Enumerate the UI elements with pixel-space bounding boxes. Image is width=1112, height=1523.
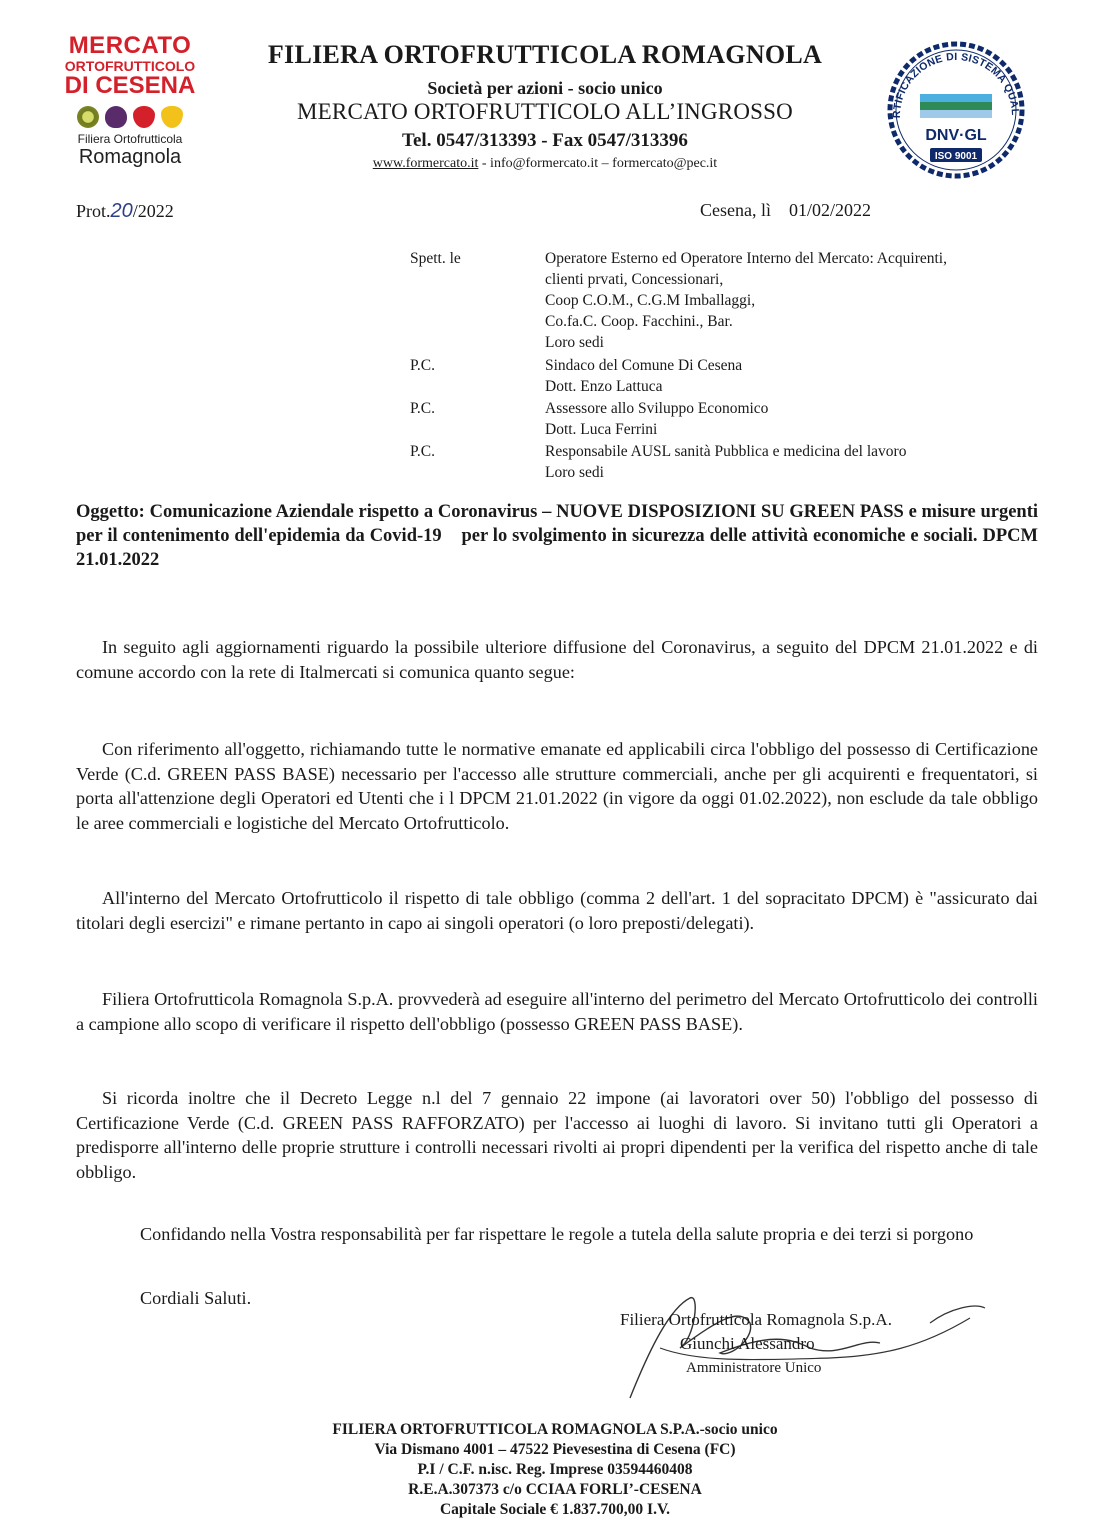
subject-line: Oggetto: Comunicazione Aziendale rispetto a Coronavirus – NUOVE DISPOSIZIONI SU GREEN PASS e misure urgenti per il contenimento dell'epidemia da Covid-19 per lo svolgimento in sicurezza delle attività economiche e sociali. DPCM 21.01.2022 bbox=[76, 502, 1043, 570]
closing-greeting: Cordiali Saluti. bbox=[140, 1288, 252, 1308]
recipient-line: Co.fa.C. Coop. Facchini., Bar. bbox=[545, 313, 733, 330]
body-paragraph-4 bbox=[76, 987, 1038, 1036]
body-paragraph-5 bbox=[76, 1086, 1038, 1184]
kiwi-icon bbox=[77, 106, 99, 128]
signature-block bbox=[620, 1308, 1000, 1380]
recipient-line: clienti prvati, Concessionari, bbox=[545, 271, 724, 288]
recipient-line: Dott. Enzo Lattuca bbox=[545, 378, 663, 395]
footer bbox=[200, 1420, 910, 1520]
logo-subtitle-2: Romagnola bbox=[78, 146, 182, 168]
paragraph-text: Filiera Ortofrutticola Romagnola S.p.A. provvederà ad eseguire all'interno del perimetro del Mercato Ortofrutticolo dei controlli a campione allo scopo di verificare il rispetto dell'obbligo (possesso GREEN PASS BASE). bbox=[76, 989, 1038, 1034]
pear-icon bbox=[161, 106, 183, 128]
website-link[interactable]: www.formercato.it bbox=[372, 156, 479, 171]
recipient-line: Operatore Esterno ed Operatore Interno del Mercato: Acquirenti, bbox=[545, 250, 947, 267]
recipient-line: Responsabile AUSL sanità Pubblica e medicina del lavoro bbox=[545, 443, 907, 460]
signature-company: Filiera Ortofrutticola Romagnola S.p.A. bbox=[620, 1310, 892, 1329]
recipient-line: Loro sedi bbox=[545, 464, 604, 481]
footer-line-1: FILIERA ORTOFRUTTICOLA ROMAGNOLA S.P.A.-socio unico bbox=[332, 1421, 778, 1438]
paragraph-text: All'interno del Mercato Ortofrutticolo il rispetto di tale obbligo (comma 2 dell'art. 1 del sopracitato DPCM) è "assicurato dai titolari degli esercizi" e rimane pertanto in capo ai singoli operatori (o loro preposti/delegati). bbox=[76, 888, 1038, 933]
plum-icon bbox=[105, 106, 127, 128]
company-name: FILIERA ORTOFRUTTICOLA ROMAGNOLA bbox=[267, 40, 823, 69]
recipient-label: P.C. bbox=[410, 443, 435, 460]
recipient-block bbox=[545, 441, 1045, 483]
signature-role: Amministratore Unico bbox=[686, 1360, 822, 1376]
recipient-label: P.C. bbox=[410, 400, 435, 417]
recipient-label: P.C. bbox=[410, 357, 435, 374]
footer-line-3: P.I / C.F. n.isc. Reg. Imprese 03594460408 bbox=[417, 1461, 693, 1478]
prot-number: 20 bbox=[110, 200, 133, 222]
body-paragraph-1 bbox=[76, 635, 1038, 684]
certification-badge bbox=[882, 36, 1030, 184]
paragraph-text: Confidando nella Vostra responsabilità per far rispettare le regole a tutela della salute propria e dei terzi si porgono bbox=[140, 1224, 974, 1244]
recipient-block bbox=[545, 355, 1045, 397]
body-paragraph-3 bbox=[76, 886, 1038, 935]
body-paragraph-2 bbox=[76, 737, 1038, 835]
contacts-line bbox=[215, 156, 875, 172]
recipient-line: Coop C.O.M., C.G.M Imballaggi, bbox=[545, 292, 756, 309]
phone-fax: Tel. 0547/313393 - Fax 0547/313396 bbox=[402, 130, 688, 151]
paragraph-text: Si ricorda inoltre che il Decreto Legge n.l del 7 gennaio 22 impone (ai lavoratori over 50) l'obbligo del possesso di Certificazione Verde (C.d. GREEN PASS RAFFORZATO) per l'accesso ai luoghi di lavoro. Si invitano tutti gli Operatori a predisporre all'interno delle proprie strutture i controlli necessari rivolti ai propri dipendenti per la verifica del rispetto anche di tale obbligo. bbox=[76, 1088, 1038, 1182]
logo-line-3: DI CESENA bbox=[64, 72, 196, 99]
footer-line-2: Via Dismano 4001 – 47522 Pievesestina di Cesena (FC) bbox=[374, 1441, 736, 1458]
company-type: Società per azioni - socio unico bbox=[427, 78, 663, 98]
protocol-number bbox=[76, 200, 174, 223]
badge-arc-text: RTIFICAZIONE DI SISTEMA QUAL bbox=[890, 50, 1022, 119]
market-name: MERCATO ORTOFRUTTICOLO ALL’INGROSSO bbox=[297, 99, 793, 124]
logo-line-1: MERCATO bbox=[68, 32, 192, 59]
recipient-label: Spett. le bbox=[410, 250, 461, 267]
logo-subtitle-1: Filiera Ortofrutticola bbox=[77, 132, 183, 146]
company-logo bbox=[60, 34, 200, 168]
iso-badge-icon bbox=[882, 36, 1030, 184]
recipient-line: Sindaco del Comune Di Cesena bbox=[545, 357, 743, 374]
paragraph-text: In seguito agli aggiornamenti riguardo la possibile ulteriore diffusione del Coronavirus, a seguito del DPCM 21.01.2022 e di comune accordo con la rete di Italmercati si comunica quanto segue: bbox=[76, 637, 1038, 682]
logo-line-2: ORTOFRUTTICOLO bbox=[64, 58, 196, 74]
recipient-block bbox=[545, 248, 1045, 353]
footer-line-4: R.E.A.307373 c/o CCIAA FORLI’-CESENA bbox=[408, 1481, 702, 1498]
badge-standard: ISO 9001 bbox=[934, 151, 978, 162]
recipient-block bbox=[545, 398, 1045, 440]
strawberry-icon bbox=[133, 106, 155, 128]
prot-label: Prot. bbox=[76, 201, 111, 221]
email-contacts: - info@formercato.it – formercato@pec.it bbox=[478, 156, 718, 171]
document-date: Cesena, lì 01/02/2022 bbox=[700, 200, 871, 220]
recipient-line: Assessore allo Sviluppo Economico bbox=[545, 400, 769, 417]
recipient-line: Dott. Luca Ferrini bbox=[545, 421, 658, 438]
prot-year: /2022 bbox=[132, 201, 174, 221]
badge-brand: DNV·GL bbox=[925, 127, 987, 144]
signature-name: Giunchi Alessandro bbox=[680, 1334, 815, 1353]
paragraph-text: Con riferimento all'oggetto, richiamando tutte le normative emanate ed applicabili circa l'obbligo del possesso di Certificazione Verde (C.d. GREEN PASS BASE) necessario per l'accesso alle strutture commerciali, anche per gli acquirenti e frequentatori, si porta all'attenzione degli Operatori ed Utenti che i l DPCM 21.01.2022 (in vigore da oggi 01.02.2022), non esclude da tale obbligo le aree commerciali e logistiche del Mercato Ortofrutticolo. bbox=[76, 739, 1038, 833]
fruit-icons bbox=[60, 106, 200, 128]
body-paragraph-6 bbox=[76, 1222, 1038, 1247]
footer-line-5: Capitale Sociale € 1.837.700,00 I.V. bbox=[439, 1501, 671, 1518]
recipient-line: Loro sedi bbox=[545, 334, 604, 351]
